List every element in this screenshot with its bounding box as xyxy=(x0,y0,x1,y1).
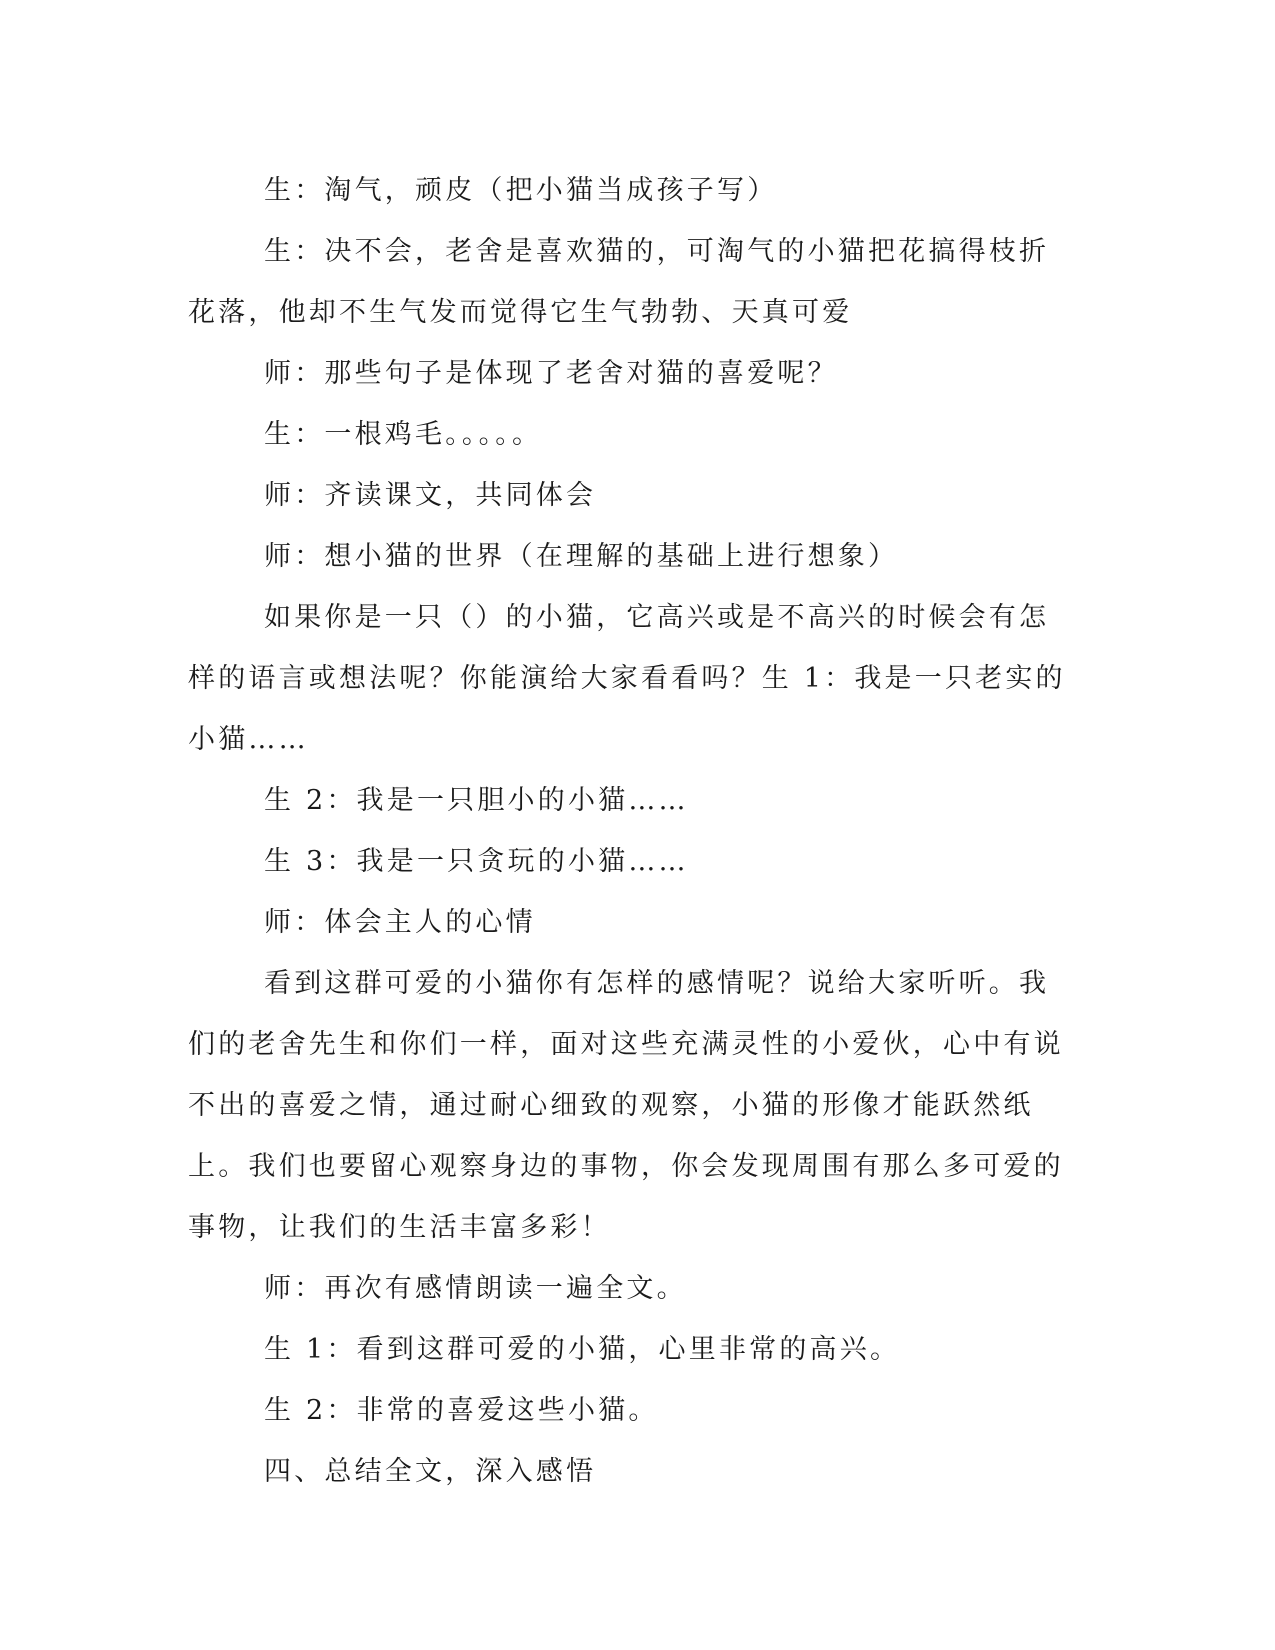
paragraph: 师：想小猫的世界（在理解的基础上进行想象） xyxy=(264,541,899,572)
document-body xyxy=(188,160,1068,1502)
paragraph: 师：齐读课文，共同体会 xyxy=(264,480,597,511)
paragraph: 师：那些句子是体现了老舍对猫的喜爱呢？ xyxy=(264,358,838,389)
paragraph: 师：体会主人的心情 xyxy=(264,907,536,938)
paragraph: 生 2：非常的喜爱这些小猫。 xyxy=(264,1395,659,1426)
paragraph: 生：决不会，老舍是喜欢猫的，可淘气的小猫把花搞得枝折花落，他却不生气发而觉得它生气勃勃、天真可爱 xyxy=(188,236,1050,328)
paragraph: 如果你是一只（）的小猫，它高兴或是不高兴的时候会有怎样的语言或想法呢？你能演给大家看看吗？生 1：我是一只老实的小猫…… xyxy=(188,602,1066,755)
paragraph: 生 2：我是一只胆小的小猫…… xyxy=(264,785,689,816)
paragraph: 生 3：我是一只贪玩的小猫…… xyxy=(264,846,689,877)
paragraph: 师：再次有感情朗读一遍全文。 xyxy=(264,1273,687,1304)
paragraph: 生 1：看到这群可爱的小猫，心里非常的高兴。 xyxy=(264,1334,901,1365)
paragraph: 生：一根鸡毛。。。。。 xyxy=(264,419,543,450)
paragraph: 看到这群可爱的小猫你有怎样的感情呢？说给大家听听。我们的老舍先生和你们一样，面对这些充满灵性的小爱伙，心中有说不出的喜爱之情，通过耐心细致的观察，小猫的形像才能跃然纸上。我们也要留心观察身边的事物，你会发现周围有那么多可爱的事物，让我们的生活丰富多彩！ xyxy=(188,968,1064,1243)
section-heading: 四、总结全文，深入感悟 xyxy=(264,1456,597,1487)
paragraph: 生：淘气，顽皮（把小猫当成孩子写） xyxy=(264,175,778,206)
